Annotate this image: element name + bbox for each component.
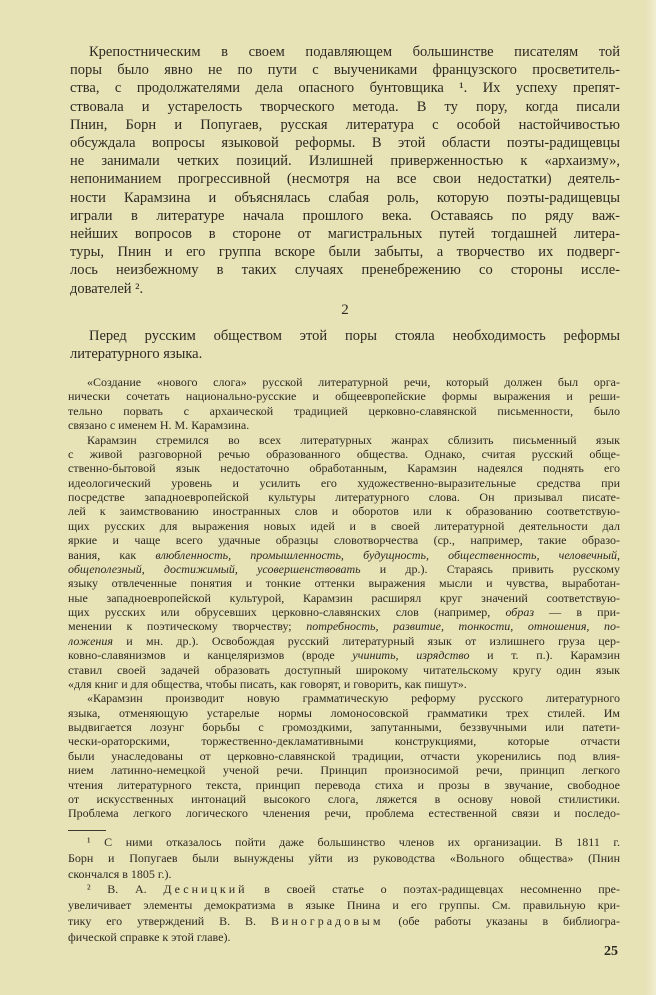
- quote-line: Карамзин стремился во всех литературных жанрах сблизить письменный язык: [87, 432, 620, 447]
- italic-text: потребность, развитие, тонкости, отношения, по-: [306, 619, 620, 634]
- quote-line: языка, отменяющую устарелые нормы ломоносовской грамматики трех стилей. Им: [68, 705, 620, 720]
- italic-text: общеполезный, достижимый, усовершенствовать: [68, 561, 361, 576]
- quote-line: чески-ораторскими, торжественно-декламативными конструкциями, которые отчасти: [68, 734, 620, 749]
- quote-line: [68, 634, 620, 648]
- intro-line: нейших вопросов в стороне от магистральных путей тогдашней литера-: [70, 226, 620, 243]
- text-segment: вания, как: [68, 547, 156, 562]
- text-segment: в своей статье о поэтах-радищевцах несомненно пре-: [247, 882, 620, 897]
- text-segment: ковно-славянизмов и канцеляризмов (вроде: [68, 648, 353, 663]
- italic-text: образ: [505, 605, 535, 619]
- intro-line: не занимали четких позиций. Излишней приверженностью к «архаизму»,: [70, 153, 620, 170]
- quote-line: «для книг и для общества, чтобы писать, как говорят, и говорить, как пишут».: [68, 676, 467, 691]
- footnotes: [68, 835, 620, 946]
- footnote-line: увеличивает элементы демократизма в языке Пнина и его группы. См. правильную кри-: [68, 898, 620, 913]
- text-segment: (обе работы указаны в библиогра-: [383, 913, 620, 928]
- quote-line: связано с именем Н. М. Карамзина.: [68, 418, 250, 433]
- footnote-divider: [68, 830, 106, 831]
- quote-line: с живой разговорной речью образованного общества. Однако, считая русский обще-: [68, 446, 620, 461]
- intro-line: непониманием прогрессивной (несмотря на все свои недостатки) деятель-: [70, 171, 620, 188]
- page-edge-shadow: [646, 0, 656, 995]
- quote-line: щих русских для выражения новых идей и в своей литературной деятельности дал: [68, 518, 620, 533]
- text-segment: и т. п.). Карамзин: [469, 648, 620, 663]
- quote-line: ственно-бытовой язык недостаточно обработанным, Карамзин надеялся поднять его: [68, 461, 620, 476]
- quote-line: [68, 648, 620, 662]
- footnote-line: Борн и Попугаев были вынуждены уйти из руководства «Вольного общества» (Пнин: [68, 850, 620, 865]
- footnote-line: ¹ С ними отказалось пойти даже большинство членов их организации. В 1811 г.: [87, 835, 620, 849]
- italic-text: ложения: [68, 633, 113, 648]
- page-number: 25: [604, 944, 618, 959]
- footnote-line: [68, 882, 620, 898]
- intro-line: ства, с продолжателями дела опасного бунтовщика ¹. Их успеху препят-: [70, 80, 620, 97]
- text-segment: тику его утверждений В. В.: [68, 913, 271, 928]
- section-paragraph: [70, 327, 620, 363]
- italic-text: учинить, изрядство: [352, 648, 470, 663]
- intro-line: обсуждала вопросы языковой реформы. В этой области поэты-радищевцы: [70, 135, 620, 152]
- footnote-line: [68, 914, 620, 930]
- intro-line: дователей ².: [70, 280, 144, 297]
- intro-line: ствовала и устарелость творческого метода. В ту пору, когда писали: [70, 98, 620, 115]
- section-number: 2: [341, 302, 349, 318]
- intro-line: поры было явно не по пути с выучениками французского просветитель-: [70, 62, 620, 79]
- spaced-text: Виноградовым: [270, 913, 384, 928]
- quote-line: [68, 619, 620, 633]
- quote-line: идеологический уровень и усилить его художественно-выразительные средства при: [68, 475, 620, 490]
- intro-paragraph: [70, 43, 620, 298]
- quote-block: [68, 375, 620, 821]
- quote-line: ные западноевропейской культурой, Карамзин расширял круг значений соответствую-: [68, 590, 620, 605]
- quote-line: лей к заимствованию иностранных слов и оборотов или к образованию соответствую-: [68, 504, 620, 519]
- quote-line: [68, 605, 620, 619]
- spaced-text: Десницкий: [163, 882, 248, 897]
- footnote-line: скончался в 1805 г.).: [68, 866, 172, 881]
- intro-line: лось неизбежному в таких случаях пренебрежению со стороны иссле-: [70, 262, 620, 279]
- footnote-line: фической справке к этой главе).: [68, 929, 231, 944]
- quote-line: чтения литературного текста, принцип перевода стиха и прозы в звучание, свободное: [68, 777, 620, 792]
- quote-line: тельно порвать с архаической традицией церковно-славянской письменности, было: [68, 403, 620, 418]
- text-segment: и мн. др.). Освобождая русский литературный язык от излишнего груза цер-: [112, 633, 620, 648]
- text-segment: ² В. А.: [87, 882, 164, 897]
- quote-line: посредстве западноевропейской культуры литературного слова. Он призывал писате-: [68, 490, 620, 504]
- quote-line: были унаследованы от церковно-славянской традиции, отчасти укоренились под влия-: [68, 748, 620, 763]
- quote-line: выдвигается лозунг борьбы с громоздкими, запутанными, беззвучными или патети-: [68, 720, 620, 734]
- section-line: литературного языка.: [70, 346, 203, 363]
- quote-line: языку отвлеченные понятия и тонкие оттенки выражения мысли и чувства, выработан-: [68, 576, 620, 591]
- intro-line: играли в литературе начала прошлого века. Оставаясь по ряду важ-: [70, 207, 620, 224]
- text-segment: щих русских или обрусевших церковно-славянских слов (например,: [68, 605, 506, 619]
- quote-line: [68, 562, 620, 576]
- quote-line: Проблема легкого логического членения речи, проблема естественной связи и последо-: [68, 806, 620, 821]
- quote-line: яркие и чаще всего удачные образцы словотворчества (ср., например, такие образо-: [68, 533, 620, 548]
- intro-line: ности Карамзина и объяснялась слабая роль, которую поэты-радищевцы: [70, 189, 620, 206]
- quote-line: «Карамзин производит новую грамматическую реформу русского литературного: [87, 691, 620, 706]
- text-segment: — в при-: [534, 605, 620, 619]
- quote-line: нически сочетать национально-русские и общеевропейские формы выражения и реши-: [68, 389, 620, 404]
- intro-line: Крепостническим в своем подавляющем большинстве писателям той: [89, 44, 620, 60]
- quote-line: [68, 548, 620, 562]
- intro-line: туры, Пнин и его группа вскоре были забыты, а творчество их подверг-: [70, 244, 620, 261]
- intro-line: Пнин, Борн и Попугаев, русская литература с особой настойчивостью: [70, 116, 620, 133]
- quote-line: «Создание «нового слога» русской литературной речи, который должен был орга-: [87, 375, 620, 389]
- text-segment: менении к поэтическому творчеству;: [68, 619, 307, 634]
- text-segment: и др.). Стараясь привить русскому: [360, 561, 620, 576]
- quote-line: нием латинно-немецкой ученой речи. Принцип произносимой речи, принцип легкого: [68, 763, 620, 778]
- italic-text: влюбленность, промышленность, будущность, общественность, человечный,: [155, 547, 620, 562]
- quote-line: ставил своей задачей образовать доступный широкому читательскому кругу один язык: [68, 662, 620, 677]
- quote-line: от искусственных интонаций высокого слога, ляжется в основу новой стилистики.: [68, 791, 620, 806]
- section-line: Перед русским обществом этой поры стояла необходимость реформы: [89, 328, 620, 344]
